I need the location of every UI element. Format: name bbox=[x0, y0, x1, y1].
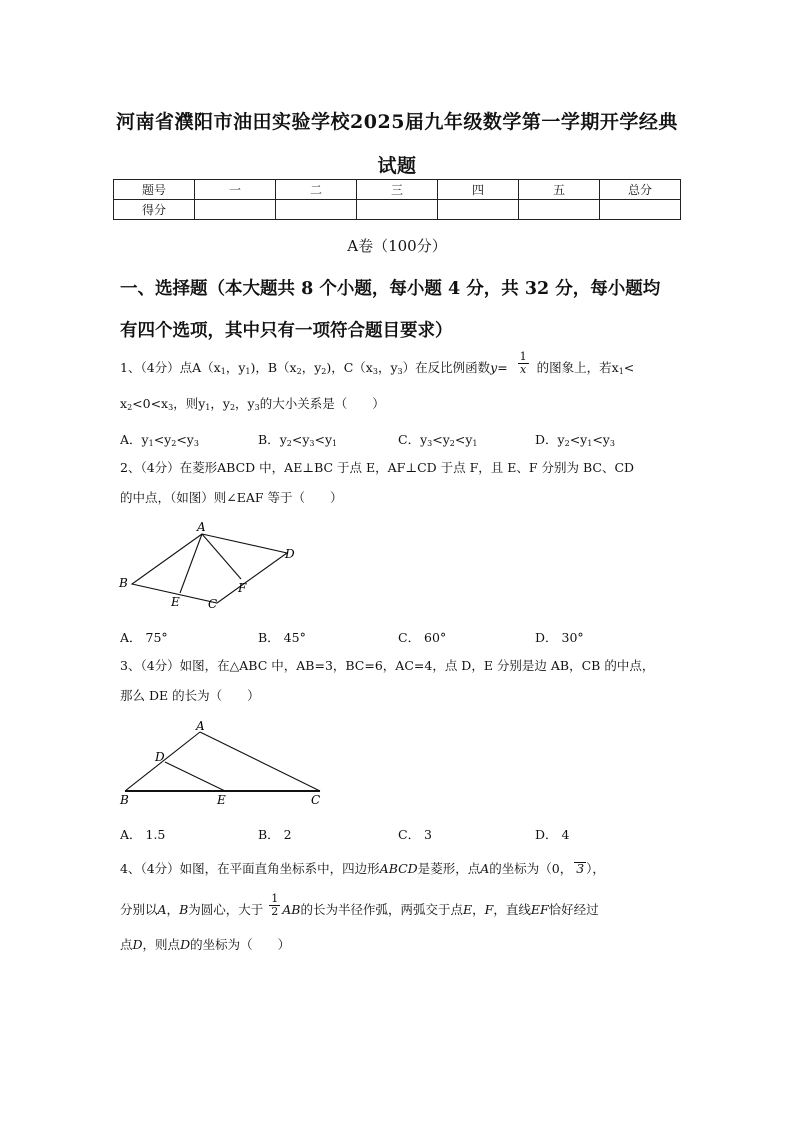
q2-option-b[interactable]: B． 45° bbox=[258, 630, 306, 645]
q2-option-c[interactable]: C． 60° bbox=[398, 630, 447, 645]
score-input-cell[interactable] bbox=[357, 200, 438, 220]
label-b: B bbox=[119, 576, 128, 590]
label-b: B bbox=[120, 793, 129, 807]
segment-af bbox=[202, 534, 241, 579]
q1-line-1: 1、（4分）点$A(x_1$，$y_1$)，$B(x_2$，$y_2$)，$C(x_3$，$y_3$）在反比例函数y= $\frac{1}{x}$ 的图象上，若$x_1<$ bbox=[120, 350, 635, 377]
q3-option-c[interactable]: C． 3 bbox=[398, 827, 432, 842]
score-table bbox=[113, 179, 681, 220]
q1-line-2: $x_2<0<x_3$，则$y_1$，$y_2$，$y_3$的大小关系是（ ） bbox=[120, 396, 385, 412]
score-cell: 二 bbox=[276, 180, 357, 200]
score-input-cell[interactable] bbox=[600, 200, 681, 220]
title-line-1: 河南省濮阳市油田实验学校2025届九年级数学第一学期开学经典 bbox=[116, 111, 678, 133]
q3-option-a[interactable]: A． 1.5 bbox=[120, 827, 166, 842]
rhombus-abcd bbox=[132, 534, 287, 603]
sqrt-3: 3 bbox=[576, 861, 585, 876]
score-input-cell[interactable] bbox=[195, 200, 276, 220]
score-cell: 总分 bbox=[600, 180, 681, 200]
q1-option-a[interactable]: A．$y_1<y_2<y_3$ bbox=[120, 432, 199, 448]
q3-option-b[interactable]: B． 2 bbox=[258, 827, 292, 842]
q3-option-d[interactable]: D． 4 bbox=[535, 827, 570, 842]
section-1-heading-line-1: 一、选择题（本大题共 8 个小题，每小题 4 分，共 32 分，每小题均 bbox=[120, 279, 661, 299]
score-input-cell[interactable] bbox=[519, 200, 600, 220]
q3-line-2: 那么 DE 的长为（ ） bbox=[120, 688, 260, 703]
q2-line-1: 2、（4分）在菱形ABCD 中，AE⊥BC 于点 E，AF⊥CD 于点 F，且 E、F 分别为 BC、CD bbox=[120, 460, 635, 475]
score-cell: 题号 bbox=[114, 180, 195, 200]
q1-option-b[interactable]: B．$y_2<y_3<y_1$ bbox=[258, 432, 338, 448]
q2-line-2: 的中点，（如图）则∠EAF 等于（ ） bbox=[120, 490, 343, 505]
section-a-heading: A卷（100分） bbox=[347, 237, 447, 255]
label-e: E bbox=[171, 595, 180, 609]
q2-option-d[interactable]: D． 30° bbox=[535, 630, 584, 645]
q1-option-c[interactable]: C．$y_3<y_2<y_1$ bbox=[398, 432, 478, 448]
score-label-cell: 得分 bbox=[114, 200, 195, 220]
label-c: C bbox=[311, 793, 321, 807]
segment-de bbox=[165, 762, 225, 791]
q3-line-1: 3、（4分）如图，在△ABC 中，AB=3，BC=6，AC=4，点 D，E 分别是边 AB，CB 的中点， bbox=[120, 658, 655, 673]
q1-fraction: $\frac{1}{x}$ bbox=[519, 350, 527, 377]
score-input-cell[interactable] bbox=[438, 200, 519, 220]
section-1-heading-line-2: 有四个选项，其中只有一项符合题目要求） bbox=[120, 321, 453, 341]
q4-line-2: 分别以A，B为圆心，大于 $\frac{1}{2}$ AB的长为半径作弧，两弧交于点E，F，直线EF恰好经过 bbox=[120, 892, 599, 919]
q2-rhombus-figure bbox=[115, 515, 305, 615]
score-cell: 一 bbox=[195, 180, 276, 200]
q2-option-a[interactable]: A． 75° bbox=[120, 630, 168, 645]
label-c: C bbox=[208, 597, 218, 611]
score-cell: 五 bbox=[519, 180, 600, 200]
segment-ae bbox=[180, 534, 202, 593]
score-table-score-row bbox=[114, 200, 681, 220]
label-a: A bbox=[197, 520, 206, 534]
label-d: D bbox=[285, 547, 295, 561]
score-cell: 三 bbox=[357, 180, 438, 200]
score-table-header-row bbox=[114, 180, 681, 200]
label-f: F bbox=[238, 581, 247, 595]
q3-triangle-figure bbox=[115, 715, 330, 810]
segment-ac bbox=[200, 732, 320, 791]
q1-option-d[interactable]: D．$y_2<y_1<y_3$ bbox=[535, 432, 615, 448]
title-line-2: 试题 bbox=[377, 155, 417, 177]
label-d: D bbox=[155, 750, 165, 764]
score-input-cell[interactable] bbox=[276, 200, 357, 220]
q4-line-3: 点D，则点D的坐标为（ ） bbox=[120, 937, 291, 952]
q4-line-1: 4、（4分）如图，在平面直角坐标系中，四边形ABCD是菱形，点A的坐标为（0， 3 ）， bbox=[120, 861, 605, 876]
q4-fraction: $\frac{1}{2}$ bbox=[271, 892, 279, 919]
label-e: E bbox=[217, 793, 226, 807]
label-a: A bbox=[196, 719, 205, 733]
score-cell: 四 bbox=[438, 180, 519, 200]
